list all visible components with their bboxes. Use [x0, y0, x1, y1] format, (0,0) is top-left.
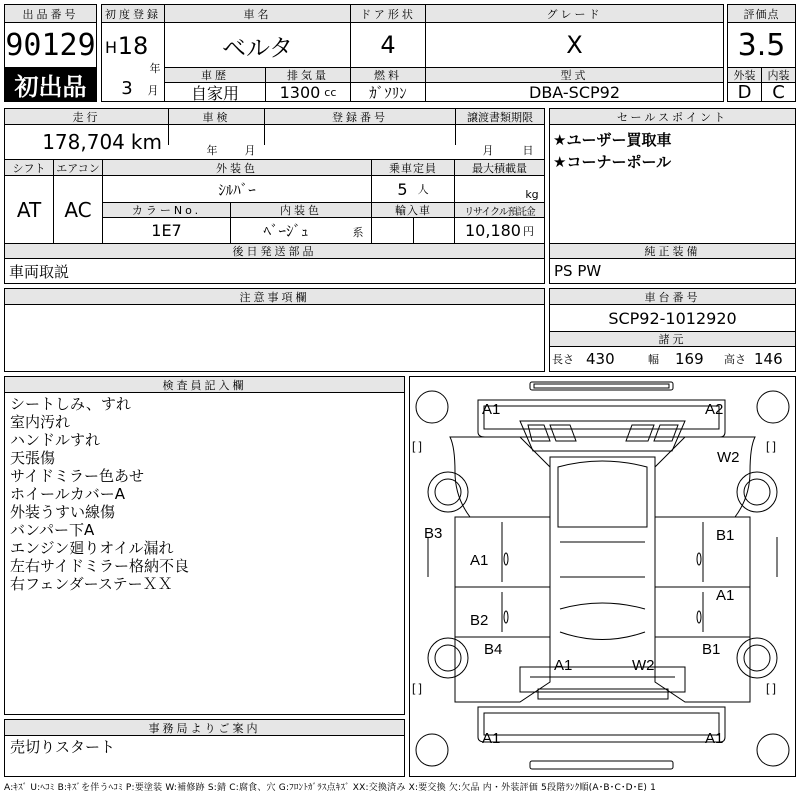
year-unit: 年	[149, 62, 161, 75]
mark-left-rocker: B3	[424, 525, 443, 542]
color-number: 1E7	[151, 221, 182, 240]
damage-diagram	[409, 376, 796, 777]
length	[552, 347, 630, 371]
inspector-note-line: ホイールカバーA	[10, 485, 125, 503]
registration-year: 18	[117, 32, 149, 60]
legend-footer: A:ｷｽﾞ U:ﾍｺﾐ B:ｷｽﾞを伴うﾍｺﾐ P:要塗装 W:補修跡 S:錆 C:腐食、穴 G:ﾌﾛﾝﾄｶﾞﾗｽ点ｷｽﾞ XX:交換済み X:要交換 欠:欠品 内・外装評価 5段階ﾗﾝｸ順(A･B･C･D･E) 1	[4, 783, 657, 793]
mileage-label: 走行	[5, 109, 168, 124]
history-label: 車歴	[165, 68, 265, 82]
mark-left-rear-door: B2	[470, 612, 489, 629]
model-label: 型式	[426, 68, 723, 82]
recycle-unit: 円	[522, 224, 534, 238]
mark-front-right: A2	[705, 401, 724, 418]
aircon-label: エアコン	[54, 160, 102, 175]
mark-rear-left: A1	[482, 730, 501, 747]
height	[724, 347, 794, 371]
model-code: DBA-SCP92	[529, 83, 620, 101]
recycle-label: リサイクル預託金	[455, 203, 544, 217]
transfer-deadline-label: 譲渡書類期限	[456, 109, 544, 124]
interior-grade-label: 内装	[762, 68, 795, 82]
interior-color-suffix: 系	[352, 226, 364, 239]
inspection-year-unit: 年	[206, 144, 218, 157]
chassis-number: SCP92-1012920	[608, 308, 737, 328]
mark-trunk-right: W2	[632, 657, 655, 674]
inspector-note-line: サイドミラー色あせ	[10, 467, 144, 485]
mark-left-front-door: A1	[470, 552, 489, 569]
import-label: 輸入車	[372, 203, 454, 217]
exterior-grade: D	[737, 83, 752, 101]
door-type: 4	[380, 31, 396, 59]
era: H	[104, 37, 118, 57]
office-notice-box	[4, 719, 405, 777]
height-label: 高さ	[724, 353, 746, 366]
width	[648, 347, 718, 371]
mileage	[5, 125, 168, 159]
recycle-value: 10,180	[465, 221, 521, 240]
inspector-note-line: 左右サイドミラー格納不良	[10, 557, 189, 575]
inspector-note-line: ハンドルすれ	[10, 431, 101, 449]
width-value: 169	[675, 350, 704, 368]
inspector-note-line: 右フェンダーステーＸＸ	[10, 575, 173, 593]
inspector-note-line: シートしみ、すれ	[10, 395, 131, 413]
inspection-label: 車検	[169, 109, 264, 124]
shift-label: シフト	[5, 160, 53, 175]
notes-box	[4, 288, 545, 372]
exterior-color-label: 外装色	[103, 160, 371, 175]
height-value: 146	[754, 350, 783, 368]
registration-month: 3	[121, 77, 133, 99]
interior-color: ﾍﾞｰｼﾞｭ	[263, 222, 309, 240]
capacity-unit: 人	[417, 183, 429, 196]
month-unit: 月	[147, 84, 159, 97]
displacement-label: 排気量	[266, 68, 350, 82]
displacement-value: 1300	[279, 83, 321, 101]
first-listing-badge: 初出品	[5, 67, 96, 101]
capacity	[372, 176, 454, 202]
chassis-number-label: 車台番号	[550, 289, 795, 304]
car-name-label: 車名	[165, 5, 350, 22]
lot-number: 90129	[5, 27, 96, 63]
inspector-note-line: 室内汚れ	[10, 413, 71, 431]
length-label: 長さ	[552, 353, 574, 366]
chassis-box	[549, 288, 796, 372]
notes-label: 注意事項欄	[5, 289, 544, 304]
mileage-value: 178,704	[42, 130, 125, 154]
length-value: 430	[586, 350, 615, 368]
car-name: ベルタ	[221, 33, 294, 62]
lot-number-label: 出品番号	[5, 5, 96, 22]
fuel-label: 燃料	[351, 68, 425, 82]
office-notice-text: 売切りスタート	[10, 738, 116, 756]
inspector-note-line: バンパー下A	[10, 521, 95, 539]
first-registration-label: 初度登録	[102, 5, 164, 22]
interior-grade: C	[772, 83, 785, 101]
displacement	[266, 83, 350, 101]
selling-point-1: ★ユーザー買取車	[553, 131, 672, 149]
equipment: PS PW	[554, 262, 602, 280]
exterior-grade-label: 外装	[728, 68, 761, 82]
shift: AT	[16, 197, 42, 222]
mark-right-front-door: B1	[716, 527, 735, 544]
registration-number-label: 登録番号	[265, 109, 455, 124]
lot-number-box	[4, 4, 97, 102]
inspector-notes-label: 検査員記入欄	[5, 377, 404, 392]
bracket-left-top: [ ]	[412, 439, 423, 453]
bracket-right-top: [ ]	[766, 439, 777, 453]
mark-rear-right: A1	[705, 730, 724, 747]
max-load-unit: kg	[525, 187, 539, 201]
mark-front-left: A1	[482, 401, 501, 418]
mark-trunk-left: A1	[554, 657, 573, 674]
max-load-label: 最大積載量	[455, 160, 544, 175]
selling-points-label: セールスポイント	[550, 109, 795, 124]
mark-front-right-fender: W2	[717, 449, 740, 466]
transfer-month-unit: 月	[482, 144, 494, 157]
score-label: 評価点	[728, 5, 795, 22]
grade: X	[566, 31, 583, 59]
inspection-month-unit: 月	[244, 144, 256, 157]
overall-score: 3.5	[737, 27, 786, 63]
later-parts-label: 後日発送部品	[5, 244, 544, 258]
later-parts: 車両取説	[9, 262, 70, 281]
spec-label: 諸元	[550, 332, 795, 346]
bracket-right-bottom: [ ]	[766, 681, 777, 695]
bracket-left-bottom: [ ]	[412, 681, 423, 695]
recycle-fee	[455, 218, 544, 243]
aircon: AC	[64, 197, 92, 222]
width-label: 幅	[648, 353, 659, 366]
office-notice-label: 事務局よりご案内	[5, 720, 404, 735]
mark-right-rear-door: A1	[716, 587, 735, 604]
transfer-day-unit: 日	[522, 144, 534, 157]
grade-label: グレード	[426, 5, 723, 22]
interior-color-label: 内装色	[231, 203, 371, 217]
vehicle-details-table	[4, 108, 545, 284]
inspector-notes-box	[4, 376, 405, 715]
vehicle-history: 自家用	[190, 83, 239, 101]
equipment-label: 純正装備	[550, 244, 795, 258]
exterior-color: ｼﾙﾊﾞｰ	[218, 180, 256, 199]
mark-right-rear-fender: B1	[702, 641, 721, 658]
selling-points-box	[549, 108, 796, 284]
mark-left-rear-fender: B4	[484, 641, 503, 658]
inspector-note-line: エンジン廻りオイル漏れ	[10, 539, 174, 557]
inspector-note-line: 天張傷	[10, 449, 56, 467]
capacity-value: 5	[397, 179, 408, 199]
color-number-label: カラーNo.	[103, 203, 230, 217]
inspector-note-line: 外装うすい線傷	[10, 503, 116, 521]
score-box	[727, 4, 796, 102]
mileage-unit: km	[130, 130, 162, 154]
displacement-unit: cc	[324, 85, 337, 99]
door-type-label: ドア形状	[351, 5, 425, 22]
capacity-label: 乗車定員	[372, 160, 454, 175]
selling-point-2: ★コーナーポール	[553, 153, 672, 171]
car-outline	[410, 377, 795, 776]
fuel: ｶﾞｿﾘﾝ	[369, 83, 407, 101]
vehicle-header-table	[101, 4, 724, 102]
